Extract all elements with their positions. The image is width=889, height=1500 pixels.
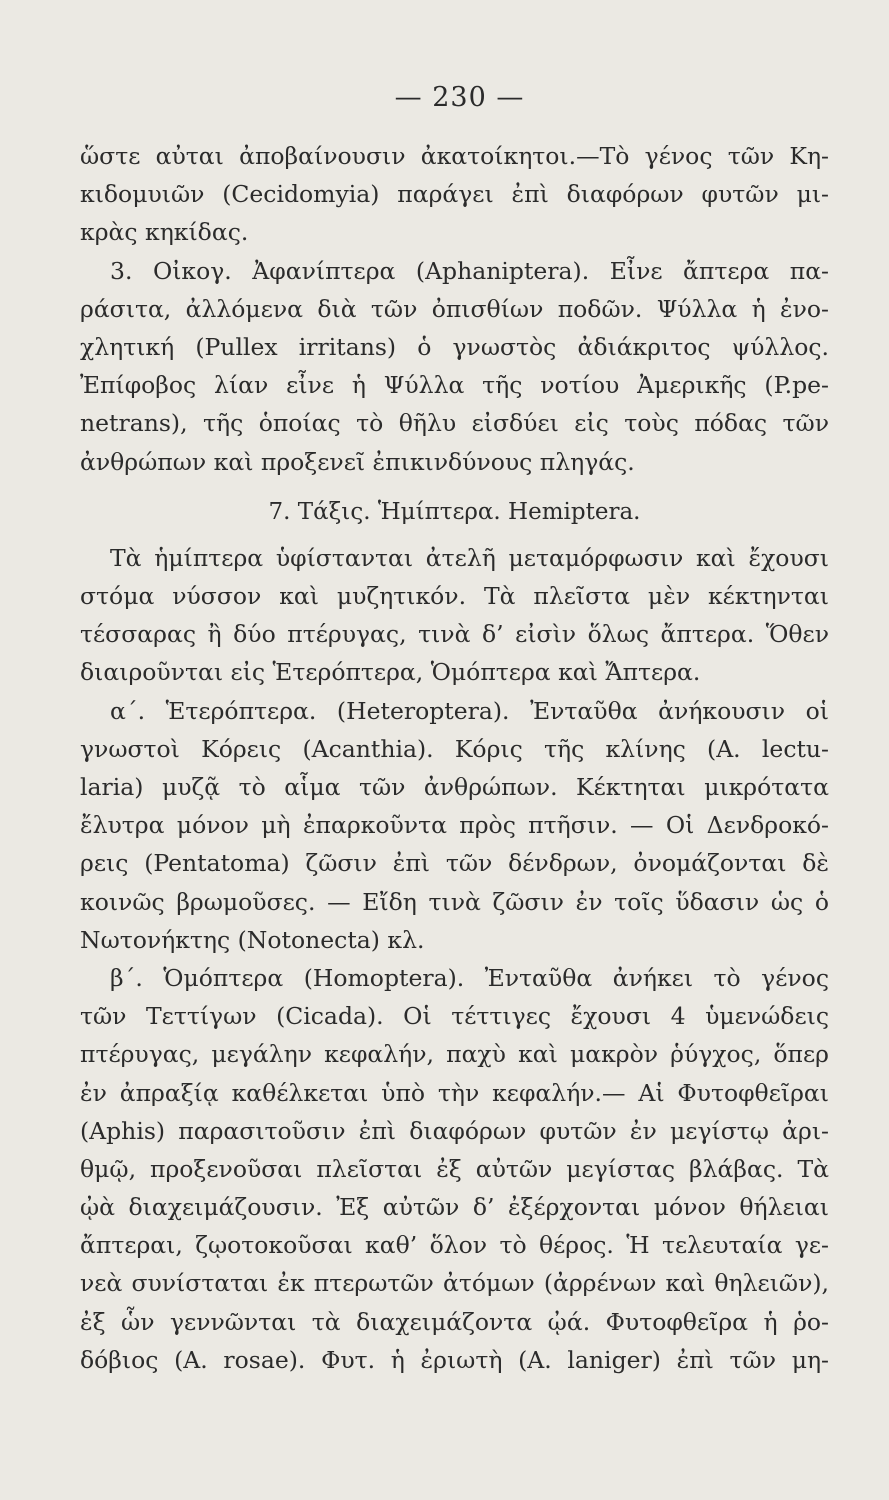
text-line: ράσιτα, ἀλλόμενα διὰ τῶν ὀπισθίων ποδῶν. Ψύλλα ἡ ἐνο- (80, 294, 829, 323)
text-line: β΄. Ὁμόπτερα (Homoptera). Ἐνταῦθα ἀνήκει τὸ γένος (110, 963, 829, 992)
text-line: Ἐπίφοβος λίαν εἶνε ἡ Ψύλλα τῆς νοτίου Ἀμερικῆς (P.pe- (80, 371, 829, 400)
text-line: netrans), τῆς ὁποίας τὸ θῆλυ εἰσδύει εἰς τοὺς πόδας τῶν (80, 409, 829, 438)
text-line: ἐξ ὧν γεννῶνται τὰ διαχειμάζοντα ᾠά. Φυτοφθεῖρα ἡ ῥο- (80, 1307, 829, 1336)
text-line: (Aphis) παρασιτοῦσιν ἐπὶ διαφόρων φυτῶν ἐν μεγίστῳ ἀρι- (80, 1116, 829, 1145)
text-line: ρεις (Pentatoma) ζῶσιν ἐπὶ τῶν δένδρων, ὀνομάζονται δὲ (80, 849, 829, 878)
text-line: διαιροῦνται εἰς Ἑτερόπτερα, Ὁμόπτερα καὶ Ἄπτερα. (80, 658, 701, 687)
text-line: θμῷ, προξενοῦσαι πλεῖσται ἐξ αὐτῶν μεγίστας βλάβας. Τὰ (80, 1154, 829, 1183)
text-line: χλητική (Pullex irritans) ὁ γνωστὸς ἀδιάκριτος ψύλλος. (80, 332, 829, 361)
text-line: ἀνθρώπων καὶ προξενεῖ ἐπικινδύνους πληγάς. (80, 447, 635, 476)
text-line: Τὰ ἡμίπτερα ὑφίστανται ἀτελῆ μεταμόρφωσιν καὶ ἔχουσι (110, 543, 829, 572)
text-line: ἔλυτρα μόνον μὴ ἐπαρκοῦντα πρὸς πτῆσιν. — Οἱ Δενδροκό- (80, 811, 829, 840)
text-line: α΄. Ἑτερόπτερα. (Heteroptera). Ἐνταῦθα ἀνήκουσιν οἱ (110, 696, 829, 725)
text-line: πτέρυγας, μεγάλην κεφαλήν, παχὺ καὶ μακρὸν ῥύγχος, ὅπερ (80, 1040, 829, 1069)
section-heading: 7. Τάξις. Ἡμίπτερα. Hemiptera. (268, 498, 641, 525)
paragraph-hemiptera (80, 539, 829, 692)
text-line: στόμα νύσσον καὶ μυζητικόν. Τὰ πλεῖστα μὲν κέκτηνται (80, 582, 829, 611)
text-line: τῶν Τεττίγων (Cicada). Οἱ τέττιγες ἔχουσι 4 ὑμενώδεις (80, 1002, 829, 1031)
text-line: 3. Οἰκογ. Ἀφανίπτερα (Aphaniptera). Εἶνε ἄπτερα πα- (110, 256, 829, 285)
text-line: νεὰ συνίσταται ἐκ πτερωτῶν ἀτόμων (ἀρρένων καὶ θηλειῶν), (80, 1269, 829, 1298)
text-line: τέσσαρας ἢ δύο πτέρυγας, τινὰ δ’ εἰσὶν ὅλως ἄπτερα. Ὅθεν (80, 620, 829, 649)
text-line: ᾠὰ διαχειμάζουσιν. Ἐξ αὐτῶν δ’ ἐξέρχονται μόνον θήλειαι (80, 1193, 829, 1222)
paragraph-cecidomyia (80, 137, 829, 252)
text-line: Νωτονήκτης (Notonecta) κλ. (80, 925, 425, 954)
paragraph-homoptera (80, 959, 829, 1379)
text-line: ἄπτεραι, ζῳοτοκοῦσαι καθ’ ὅλον τὸ θέρος. Ἡ τελευταία γε- (80, 1231, 829, 1260)
text-line: κρὰς κηκίδας. (80, 218, 249, 247)
paragraph-heteroptera (80, 692, 829, 959)
page-number: — 230 — (394, 82, 525, 113)
text-line: laria) μυζᾷ τὸ αἷμα τῶν ἀνθρώπων. Κέκτηται μικρότατα (80, 773, 829, 801)
text-line: δόβιος (A. rosae). Φυτ. ἡ ἐριωτὴ (A. laniger) ἐπὶ τῶν μη- (80, 1345, 829, 1374)
paragraph-aphaniptera (80, 252, 829, 481)
text-line: ὥστε αὐται ἀποβαίνουσιν ἀκατοίκητοι.—Τὸ γένος τῶν Κη- (80, 142, 829, 170)
text-line: κοινῶς βρωμοῦσες. — Εἴδη τινὰ ζῶσιν ἐν τοῖς ὕδασιν ὡς ὁ (80, 887, 829, 916)
text-line: γνωστοὶ Κόρεις (Acanthia). Κόρις τῆς κλίνης (A. lectu- (80, 734, 829, 763)
text-line: κιδομυιῶν (Cecidomyia) παράγει ἐπὶ διαφόρων φυτῶν μι- (80, 180, 829, 209)
text-line: ἐν ἀπραξίᾳ καθέλκεται ὑπὸ τὴν κεφαλήν.— Αἱ Φυτοφθεῖραι (80, 1078, 829, 1107)
